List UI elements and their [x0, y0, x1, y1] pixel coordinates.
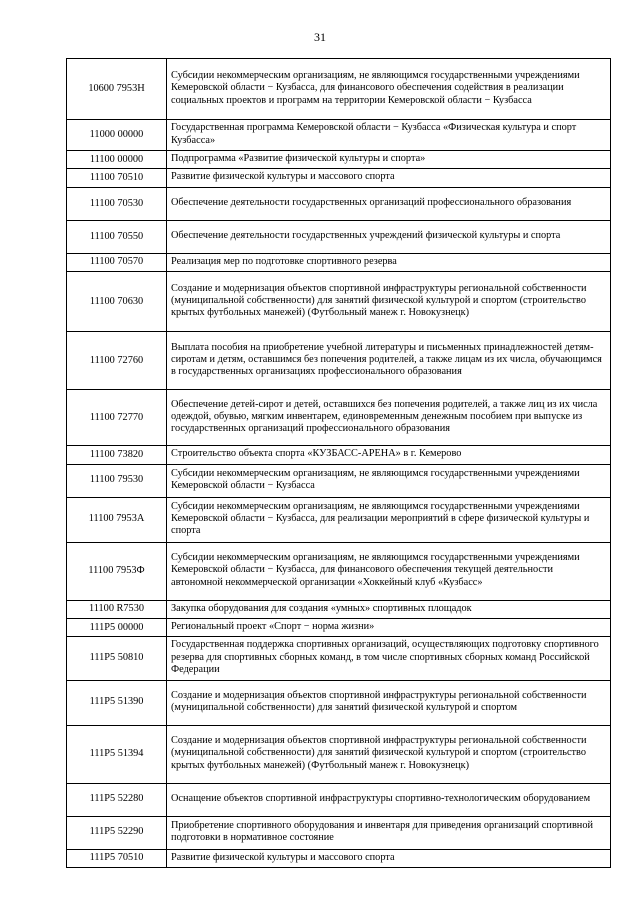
row-description: Обеспечение детей-сирот и детей, оставшихся без попечения родителей, а также лиц из их числа одеждой, обувью, мягким инвентарем, единовременным денежным пособием при выпуске из государственных организаций профессионального образования [167, 390, 611, 446]
row-description: Развитие физической культуры и массового спорта [167, 169, 611, 187]
row-description: Региональный проект «Спорт − норма жизни» [167, 619, 611, 637]
budget-classification-table [66, 58, 611, 868]
row-code: 11100 70530 [67, 187, 167, 220]
row-code: 11100 00000 [67, 151, 167, 169]
row-description: Государственная программа Кемеровской области − Кузбасса «Физическая культура и спорт Кузбасса» [167, 120, 611, 151]
table-row [67, 849, 611, 867]
table-row [67, 783, 611, 816]
row-description: Субсидии некоммерческим организациям, не являющимся государственными учреждениями Кемеровской области − Кузбасса [167, 464, 611, 497]
row-code: 11100 7953А [67, 497, 167, 542]
row-code: 111Р5 70510 [67, 849, 167, 867]
row-description: Строительство объекта спорта «КУЗБАСС-АРЕНА» в г. Кемерово [167, 446, 611, 464]
row-code: 111Р5 52290 [67, 816, 167, 849]
table-row [67, 497, 611, 542]
row-code: 11100 72760 [67, 332, 167, 390]
row-description: Оснащение объектов спортивной инфраструктуры спортивно-технологическим оборудованием [167, 783, 611, 816]
row-code: 111Р5 50810 [67, 637, 167, 680]
row-code: 111Р5 51390 [67, 680, 167, 725]
row-code: 11100 70570 [67, 253, 167, 271]
table-row [67, 446, 611, 464]
table-row [67, 253, 611, 271]
table-row [67, 390, 611, 446]
row-code: 11100 R7530 [67, 600, 167, 618]
row-code: 10600 7953Н [67, 59, 167, 120]
row-description: Закупка оборудования для создания «умных» спортивных площадок [167, 600, 611, 618]
page-number: 31 [314, 30, 326, 44]
row-code: 11100 70510 [67, 169, 167, 187]
table-row [67, 725, 611, 783]
table-row [67, 332, 611, 390]
row-description: Реализация мер по подготовке спортивного резерва [167, 253, 611, 271]
row-description: Субсидии некоммерческим организациям, не являющимся государственными учреждениями Кемеровской области − Кузбасса, для финансового обеспечения содействия в реализации социальных проектов и программ на территории Кемеровской области − Кузбасса [167, 59, 611, 120]
row-description: Создание и модернизация объектов спортивной инфраструктуры региональной собственности (муниципальной собственности) для занятий физической культурой и спортом (строительство крытых футбольных манежей) (Футбольный манеж г. Новокузнецк) [167, 272, 611, 332]
table-row [67, 272, 611, 332]
row-description: Государственная поддержка спортивных организаций, осуществляющих подготовку спортивного резерва для спортивных сборных команд, в том числе спортивных сборных команд Российской Федерации [167, 637, 611, 680]
table-row [67, 619, 611, 637]
row-description: Развитие физической культуры и массового спорта [167, 849, 611, 867]
table-row [67, 637, 611, 680]
row-description: Субсидии некоммерческим организациям, не являющимся государственными учреждениями Кемеровской области − Кузбасса, для финансового обеспечения текущей деятельности автономной некоммерческой организации «Хоккейный клуб «Кузбасс» [167, 542, 611, 600]
row-description: Обеспечение деятельности государственных организаций профессионального образования [167, 187, 611, 220]
table-row [67, 600, 611, 618]
table-row [67, 816, 611, 849]
row-description: Выплата пособия на приобретение учебной литературы и письменных принадлежностей детям-сиротам и детям, оставшимся без попечения родителей, а также лицам из их числа, обучающимся в государственных организациях профессионального образования [167, 332, 611, 390]
table-row [67, 187, 611, 220]
table-row [67, 542, 611, 600]
row-description: Создание и модернизация объектов спортивной инфраструктуры региональной собственности (муниципальной собственности) для занятий физической культурой и спортом [167, 680, 611, 725]
table-row [67, 151, 611, 169]
row-code: 11100 70550 [67, 220, 167, 253]
row-code: 11100 7953Ф [67, 542, 167, 600]
row-code: 11100 70630 [67, 272, 167, 332]
row-description: Субсидии некоммерческим организациям, не являющимся государственными учреждениями Кемеровской области − Кузбасса, для реализации мероприятий в сфере физической культуры и спорта [167, 497, 611, 542]
row-code: 111Р5 52280 [67, 783, 167, 816]
table-row [67, 169, 611, 187]
row-description: Подпрограмма «Развитие физической культуры и спорта» [167, 151, 611, 169]
row-description: Обеспечение деятельности государственных учреждений физической культуры и спорта [167, 220, 611, 253]
table-row [67, 220, 611, 253]
row-code: 11100 72770 [67, 390, 167, 446]
table-row [67, 680, 611, 725]
row-code: 111Р5 00000 [67, 619, 167, 637]
row-code: 11100 79530 [67, 464, 167, 497]
row-description: Создание и модернизация объектов спортивной инфраструктуры региональной собственности (муниципальной собственности) для занятий физической культурой и спортом (строительство крытых футбольных манежей) (Футбольный манеж г. Новокузнецк) [167, 725, 611, 783]
table-row [67, 464, 611, 497]
row-description: Приобретение спортивного оборудования и инвентаря для приведения организаций спортивной подготовки в нормативное состояние [167, 816, 611, 849]
row-code: 111Р5 51394 [67, 725, 167, 783]
table-row [67, 120, 611, 151]
row-code: 11100 73820 [67, 446, 167, 464]
table-row [67, 59, 611, 120]
row-code: 11000 00000 [67, 120, 167, 151]
